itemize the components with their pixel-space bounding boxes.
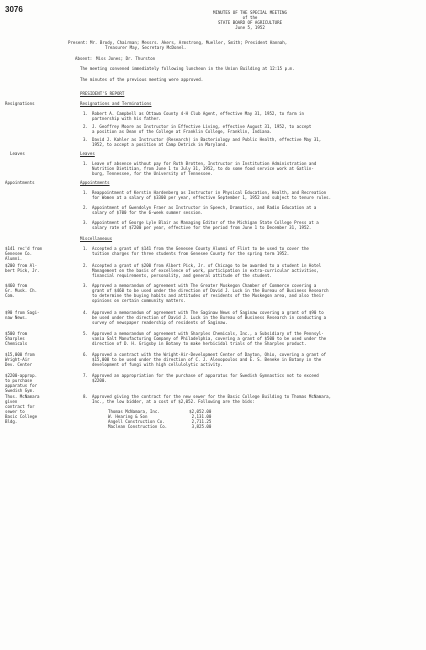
- margin-note-muskegon: $460 from Gr. Musk. Ch. Com.: [5, 283, 38, 299]
- absent-text: Miss Jones; Dr. Thurston: [96, 56, 156, 61]
- margin-note-swedish-gym: $2200-approp. to purchase apparatus for Swedish Gym.: [5, 373, 38, 394]
- margin-note-resignations: Resignations: [5, 101, 35, 106]
- margin-note-saginaw: $90 from Sagi- naw News.: [5, 310, 40, 321]
- appointment-item-3: 3. Appointment of George Lyle Blair as Managing Editor of the Michigan State College Press at a salary rate of $7200 per year, effective for the period from June 1 to December 31, 1952.: [83, 220, 319, 231]
- section-title-leaves: Leaves: [80, 151, 95, 156]
- misc-item-5: 5. Approved a memorandum of agreement with Sharples Chemicals, Inc., a Subsidiary of the Pennsyl- vania Salt Manufacturing Company of Philadelphia, covering a grant of $500 to be used under the direction of D. H. Grigsby in Botany to make herbicidal trials of the Sharples product.: [83, 331, 327, 347]
- header-board: STATE BOARD OF AGRICULTURE: [217, 20, 283, 25]
- present-text-2: Treasurer May, Secretary McDonel.: [105, 45, 187, 50]
- intro-minutes-approved: The minutes of the previous meeting were approved.: [80, 77, 204, 82]
- margin-note-albert-pick: $200 from Al- bert Pick, Jr.: [5, 263, 40, 274]
- misc-item-8: 8. Approved giving the contract for the new sewer for the Basic College Building to Thomas McNamara, Inc., the low bidder, at a cost of $2,052. Following are the bids:: [83, 394, 332, 405]
- misc-item-4: 4. Approved a memorandum of agreement with The Saginaw News of Saginaw covering a grant of $90 to be used under the direction of David J. Luck in the Bureau of Business Research in conducting a survey of newspaper readership of residents of Saginaw.: [83, 310, 327, 326]
- margin-note-genesee: $141 rec'd from Genesee Co. Alumni.: [5, 246, 42, 262]
- leave-item-1: 1. Leave of absence without pay for Ruth Brotten, Instructor in Institution Administration and Nutrition Dietitian, from June 1 to July 31, 1952, to do some food service work at Gatlin- burg, Tennessee, for the University of Tennessee.: [83, 161, 317, 177]
- margin-note-sharples: $500 from Sharples Chemicals: [5, 331, 28, 347]
- misc-item-3: 3. Approved a memorandum of agreement with The Greater Muskegon Chamber of Commerce covering a grant of $460 to be used under the direction of David J. Luck in the Bureau of Business Research to determine the buying habits and attitudes of residents of the Muskegon area, and also their opinions on certain community matters.: [83, 283, 329, 304]
- header-of: of the: [242, 15, 258, 20]
- resignation-item-2: 2. J. Geoffrey Moore as Instructor in Effective Living, effective August 31, 1952, to accept a position as Dean of the College at Franklin College, Franklin, Indiana.: [83, 124, 312, 135]
- present-text: Mr. Brody, Chairman; Messrs. Akers, Armstrong, Mueller, Smith; President Hannah,: [90, 40, 288, 45]
- misc-item-7: 7. Approved an appropriation for the purchase of apparatus for Swedish Gymnastics not to exceed $2200.: [83, 373, 319, 384]
- misc-item-6: 6. Approved a contract with the Wright-Air-Development Center of Dayton, Ohio, covering a grant of $15,000 to be used under the direction of C. J. Alexopoulos and E. S. Beneke in Botany in the development of fungi with high cellulolytic activity.: [83, 352, 327, 368]
- intro-convened: The meeting convened immediately following luncheon in the Union Building at 12:15 p.m.: [80, 66, 295, 71]
- bid-amount: 2,131.00: [191, 414, 212, 420]
- bid-amount: 3,825.00: [191, 424, 212, 430]
- resignation-item-1: 1. Robert A. Campbell as Ottawa County 4-H Club Agent, effective May 31, 1952, to farm in partnership with his father.: [83, 111, 304, 122]
- section-title-resignations: Resignations and Terminations: [80, 101, 152, 106]
- header-date: June 5, 1952: [235, 25, 265, 30]
- resignation-item-3: 3. David J. Kahler as Instructor (Research) in Bacteriology and Public Health, effective May 31, 1952, to accept a position at Camp Detrick in Maryland.: [83, 137, 322, 148]
- misc-item-2: 2. Accepted a grant of $200 from Albert Pick, Jr. of Chicago to be awarded to a student in Hotel Management on the basis of excellence of work, participation in extra-curricular activities, financial requirements, personality, and general attitude of the student.: [83, 263, 322, 279]
- bid-amount: $2,052.00: [189, 409, 212, 414]
- misc-item-1: 1. Accepted a grant of $141 from the Genesee County Alumni of Flint to be used to cover the tuition charges for three students from Genesee County for the spring term 1952.: [83, 246, 309, 257]
- margin-note-mcnamara: Thos. McNamara given contract for sewer to Basic College Bldg.: [5, 394, 40, 425]
- report-heading: PRESIDENT'S REPORT: [80, 91, 125, 96]
- page-number: 3076: [5, 5, 23, 14]
- margin-note-leaves: Leaves: [10, 151, 25, 156]
- section-title-miscellaneous: Miscellaneous: [80, 236, 113, 241]
- bidder-name: Thomas McNamara, Inc.: [108, 409, 160, 414]
- bidder-name: W. Hearing & Son: [108, 414, 148, 420]
- table-row: [108, 424, 211, 429]
- header-title: MINUTES OF THE SPECIAL MEETING: [213, 10, 287, 15]
- margin-note-wright-air: $15,000 from Wright-Air Dev. Center: [5, 352, 35, 368]
- section-title-appointments: Appointments: [80, 180, 110, 185]
- bidder-name: Angell Construction Co.: [108, 419, 165, 425]
- present-label: Present:: [68, 40, 88, 45]
- margin-note-appointments: Appointments: [5, 180, 35, 185]
- appointment-item-1: 1. Reappointment of Kerstin Hardenberg as Instructor in Physical Education, Health, and Recreation for Women at a salary of $3300 per year, effective September 1, 1952 and subject to tenure rules.: [83, 190, 332, 201]
- bid-amount: 2,711.25: [191, 419, 212, 425]
- bidder-name: Maclean Construction Co.: [108, 424, 168, 430]
- bids-table: [108, 409, 211, 429]
- absent-label: Absent:: [75, 56, 93, 61]
- appointment-item-2: 2. Appointment of Gwendolyn Fraer as Instructor in Speech, Dramatics, and Radio Education at a salary of $700 for the 6-week summer session.: [83, 205, 317, 216]
